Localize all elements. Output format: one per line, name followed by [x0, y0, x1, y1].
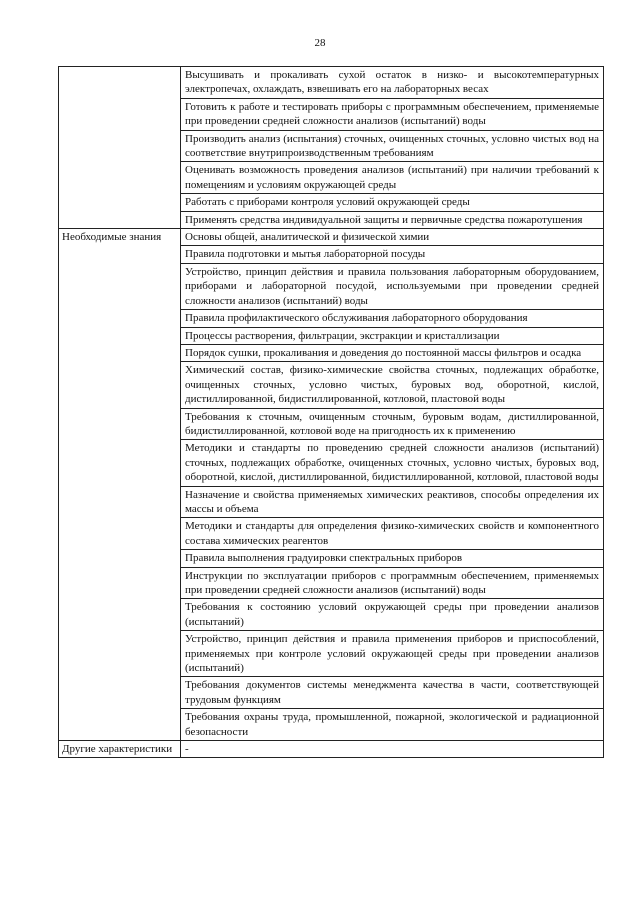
table-row [59, 67, 604, 99]
table-cell-item: Требования к сточным, очищенным сточным, буровым водам, дистиллированной, бидистиллированной, котловой воде на пригодность их к применению [181, 408, 604, 440]
table-cell-item: Оценивать возможность проведения анализов (испытаний) при наличии требований к помещениям и условиям окружающей среды [181, 162, 604, 194]
table-cell-item: Устройство, принцип действия и правила пользования лабораторным оборудованием, приборами и лабораторной посудой, используемыми при проведении средней сложности анализов (испытаний) воды [181, 263, 604, 309]
table-cell-item: Процессы растворения, фильтрации, экстракции и кристаллизации [181, 327, 604, 344]
table-cell-item: Назначение и свойства применяемых химических реактивов, способы определения их массы и объема [181, 486, 604, 518]
competency-table-body [59, 67, 604, 758]
table-row [59, 229, 604, 246]
page-number: 28 [314, 37, 326, 49]
table-cell-item: Работать с приборами контроля условий окружающей среды [181, 194, 604, 211]
table-cell-item: Химический состав, физико-химические свойства сточных, подлежащих обработке, очищенных сточных, условно чистых, буровых вод, оборотной, кислой, дистиллированной, бидистиллированной, котловой, пластовой воды [181, 362, 604, 408]
table-cell-item: Требования документов системы менеджмента качества в части, соответствующей трудовым функциям [181, 677, 604, 709]
table-cell-item: Требования охраны труда, промышленной, пожарной, экологической и радиационной безопасности [181, 709, 604, 741]
competency-table [58, 66, 604, 758]
table-row [59, 741, 604, 758]
table-cell-item: Основы общей, аналитической и физической химии [181, 229, 604, 246]
table-cell-item: Правила профилактического обслуживания лабораторного оборудования [181, 310, 604, 327]
table-cell-item: Применять средства индивидуальной защиты и первичные средства пожаротушения [181, 211, 604, 228]
table-cell-item: Инструкции по эксплуатации приборов с программным обеспечением, применяемых при проведении средней сложности анализов (испытаний) воды [181, 567, 604, 599]
table-cell-item: Производить анализ (испытания) сточных, очищенных сточных, условно чистых вод на соответствие внутрипроизводственным требованиям [181, 130, 604, 162]
table-cell-item: Правила подготовки и мытья лабораторной посуды [181, 246, 604, 263]
row-category-label: Другие характеристики [59, 741, 181, 758]
table-cell-item: Устройство, принцип действия и правила применения приборов и приспособлений, применяемых при контроле условий окружающей среды при проведении анализов (испытаний) [181, 631, 604, 677]
row-category-label [59, 67, 181, 229]
table-cell-item: Методики и стандарты для определения физико-химических свойств и компонентного состава химических реагентов [181, 518, 604, 550]
table-cell-item: Порядок сушки, прокаливания и доведения до постоянной массы фильтров и осадка [181, 344, 604, 361]
row-category-label: Необходимые знания [59, 229, 181, 741]
table-cell-item: Высушивать и прокаливать сухой остаток в низко- и высокотемпературных электропечах, охлаждать, взвешивать его на лабораторных весах [181, 67, 604, 99]
table-cell-item: Готовить к работе и тестировать приборы с программным обеспечением, применяемые при проведении средней сложности анализов (испытаний) воды [181, 98, 604, 130]
table-cell-item: Требования к состоянию условий окружающей среды при проведении анализов (испытаний) [181, 599, 604, 631]
table-cell-item: Методики и стандарты по проведению средней сложности анализов (испытаний) сточных, подлежащих обработке, очищенных сточных, условно чистых, буровых вод, оборотной, кислой, дистиллированной, бидистиллированной, котловой, пластовой воды [181, 440, 604, 486]
table-cell-item: - [181, 741, 604, 758]
table-cell-item: Правила выполнения градуировки спектральных приборов [181, 550, 604, 567]
